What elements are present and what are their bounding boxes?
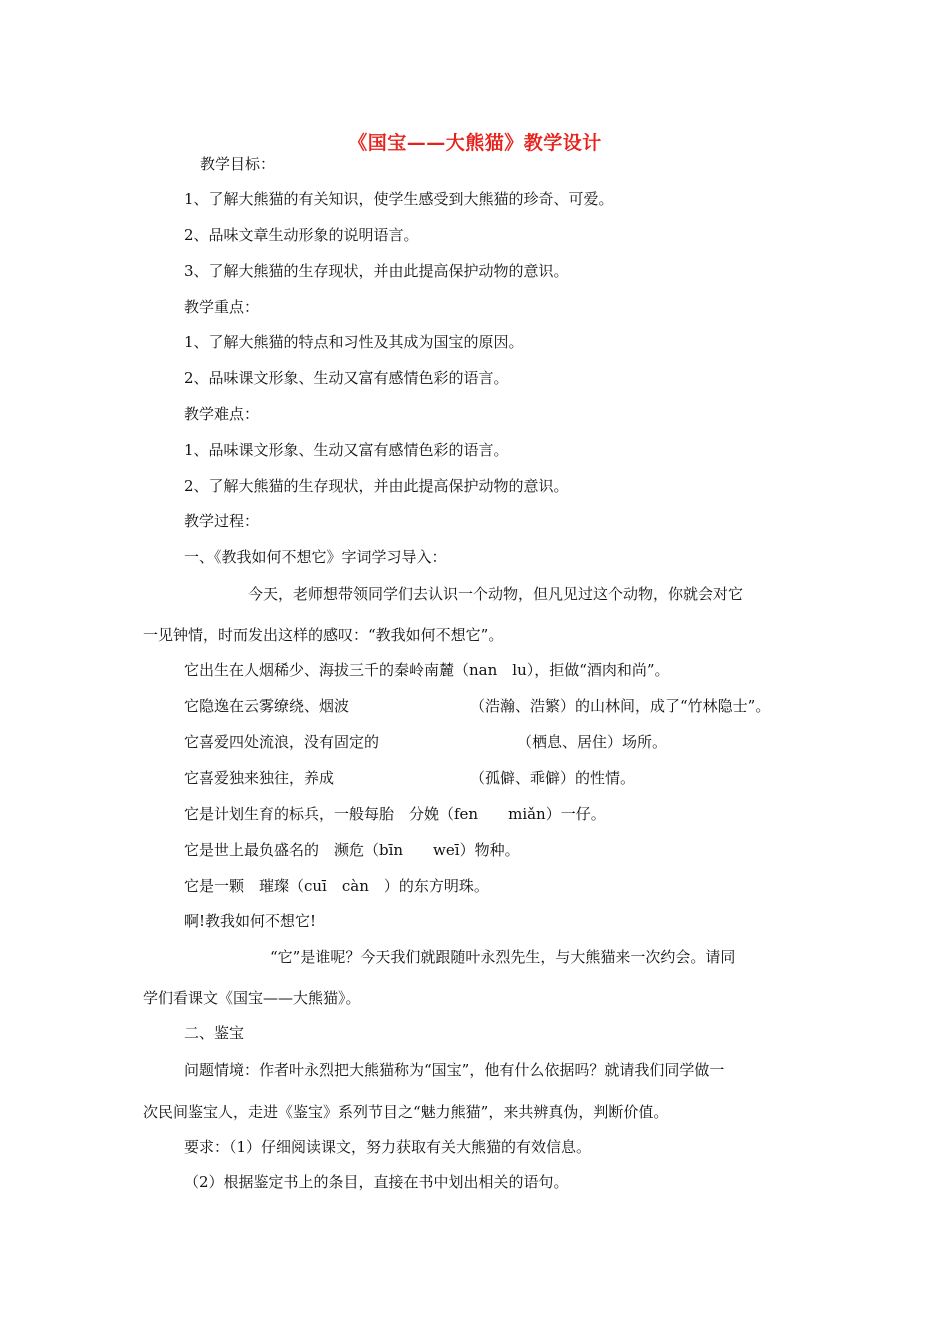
poem-line-7: 它是一颗 璀璨（cuī càn ）的东方明珠。 — [184, 877, 489, 895]
key-point-item-2: 2、品味课文形象、生动又富有感情色彩的语言。 — [184, 369, 509, 387]
section1-heading: 一、《教我如何不想它》字词学习导入： — [184, 548, 447, 566]
section1-outro-line1: “它”是谁呢？今天我们就跟随叶永烈先生，与大熊猫来一次约会。请同 — [270, 948, 736, 966]
difficulty-item-1: 1、品味课文形象、生动又富有感情色彩的语言。 — [184, 441, 509, 459]
section2-requirement-2: （2）根据鉴定书上的条目，直接在书中划出相关的语句。 — [184, 1173, 569, 1191]
section1-intro-line2: 一见钟情，时而发出这样的感叹：“教我如何不想它”。 — [143, 626, 504, 644]
section1-outro-line2: 学们看课文《国宝——大熊猫》。 — [143, 989, 361, 1007]
poem-line-3a: 它喜爱四处流浪，没有固定的 — [184, 733, 380, 751]
process-heading: 教学过程： — [184, 512, 260, 530]
section1-intro-line1: 今天，老师想带领同学们去认识一个动物，但凡见过这个动物，你就会对它 — [248, 585, 744, 603]
goal-item-2: 2、品味文章生动形象的说明语言。 — [184, 226, 419, 244]
poem-line-4a: 它喜爱独来独往，养成 — [184, 769, 335, 787]
difficulty-item-2: 2、了解大熊猫的生存现状，并由此提高保护动物的意识。 — [184, 477, 569, 495]
poem-line-1: 它出生在人烟稀少、海拔三千的秦岭南麓（nan lu），拒做“酒肉和尚”。 — [184, 661, 670, 679]
goal-item-1: 1、了解大熊猫的有关知识，使学生感受到大熊猫的珍奇、可爱。 — [184, 190, 614, 208]
section2-situation-line1: 问题情境：作者叶永烈把大熊猫称为“国宝”，他有什么依据吗？就请我们同学做一 — [184, 1061, 725, 1079]
section2-situation-line2: 次民间鉴宝人，走进《鉴宝》系列节目之“魅力熊猫”，来共辨真伪，判断价值。 — [143, 1103, 669, 1121]
goal-item-3: 3、了解大熊猫的生存现状，并由此提高保护动物的意识。 — [184, 262, 569, 280]
poem-line-6: 它是世上最负盛名的 濒危（bīn weī）物种。 — [184, 841, 520, 859]
document-title: 《国宝——大熊猫》教学设计 — [348, 132, 602, 154]
poem-line-3b: （栖息、居住）场所。 — [517, 733, 668, 751]
poem-line-8: 啊!教我如何不想它! — [184, 912, 317, 930]
key-point-item-1: 1、了解大熊猫的特点和习性及其成为国宝的原因。 — [184, 333, 524, 351]
poem-line-4b: （孤僻、乖僻）的性情。 — [470, 769, 636, 787]
poem-line-2b: （浩瀚、浩繁）的山林间，成了“竹林隐士”。 — [470, 697, 771, 715]
goals-heading: 教学目标： — [200, 155, 276, 173]
key-points-heading: 教学重点： — [184, 298, 260, 316]
poem-line-2a: 它隐逸在云雾缭绕、烟波 — [184, 697, 350, 715]
poem-line-5: 它是计划生育的标兵，一般每胎 分娩（fen miǎn）一仔。 — [184, 805, 606, 823]
section2-requirement-1: 要求：（1）仔细阅读课文，努力获取有关大熊猫的有效信息。 — [184, 1138, 592, 1156]
difficulties-heading: 教学难点： — [184, 405, 260, 423]
section2-heading: 二、鉴宝 — [184, 1024, 245, 1042]
